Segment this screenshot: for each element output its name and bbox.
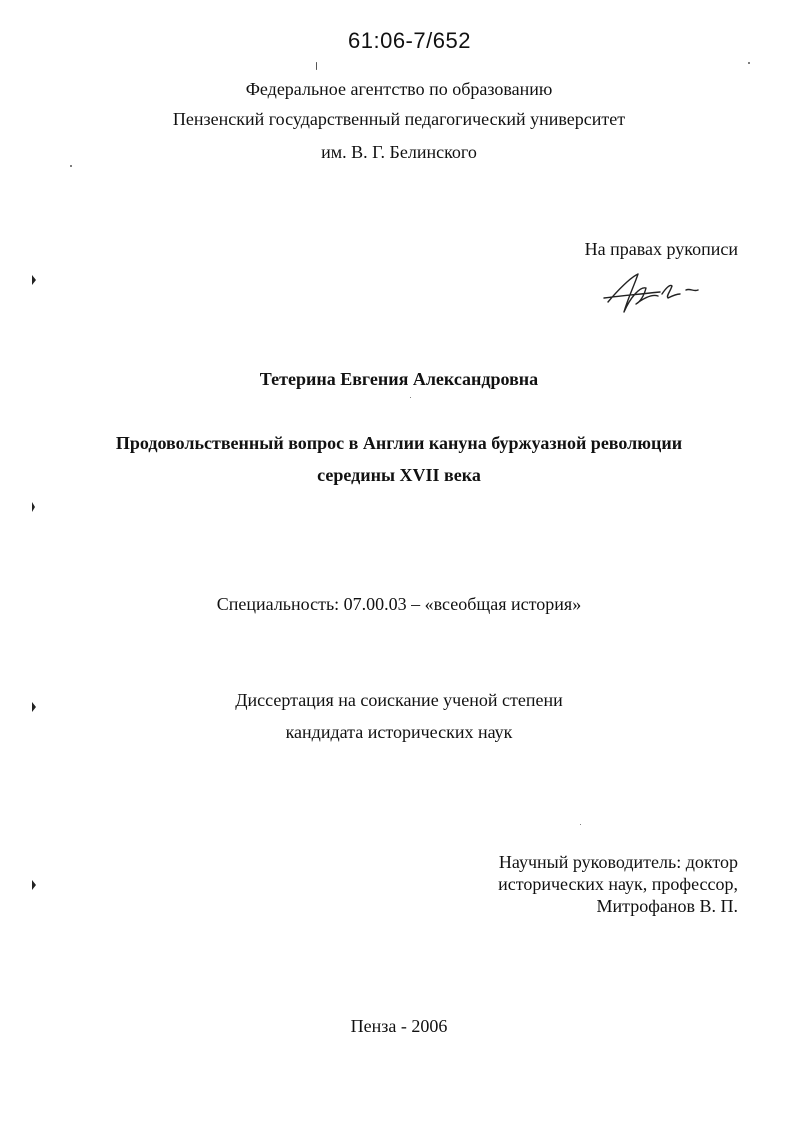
degree-line1: Диссертация на соискание ученой степени (235, 690, 563, 710)
dissertation-title-line2: середины XVII века (317, 465, 481, 485)
author-signature (600, 268, 710, 320)
supervisor-name: Митрофанов В. П. (596, 896, 738, 916)
degree-line2: кандидата исторических наук (285, 722, 513, 742)
scan-speck (748, 62, 750, 64)
scan-mark (32, 880, 36, 890)
scan-mark (32, 702, 36, 712)
scan-speck (316, 62, 317, 70)
catalog-number: 61:06-7/652 (348, 28, 471, 53)
supervisor-line2: исторических наук, профессор, (498, 874, 738, 894)
dissertation-title-line1: Продовольственный вопрос в Англии кануна буржуазной революции (115, 433, 683, 453)
city-year: Пенза - 2006 (350, 1016, 448, 1036)
scan-speck (410, 397, 411, 398)
supervisor-line1: Научный руководитель: доктор (498, 852, 738, 872)
scan-mark (32, 502, 35, 512)
scan-mark (32, 275, 36, 285)
agency-name: Федеральное агентство по образованию (245, 79, 553, 99)
university-named-after: им. В. Г. Белинского (321, 142, 477, 162)
author-name: Тетерина Евгения Александровна (259, 369, 539, 389)
scan-speck (70, 165, 72, 167)
university-name: Пензенский государственный педагогический университет (172, 109, 626, 129)
manuscript-rights: На правах рукописи (584, 239, 738, 259)
scan-speck (580, 824, 581, 825)
specialty: Специальность: 07.00.03 – «всеобщая история» (216, 594, 582, 614)
